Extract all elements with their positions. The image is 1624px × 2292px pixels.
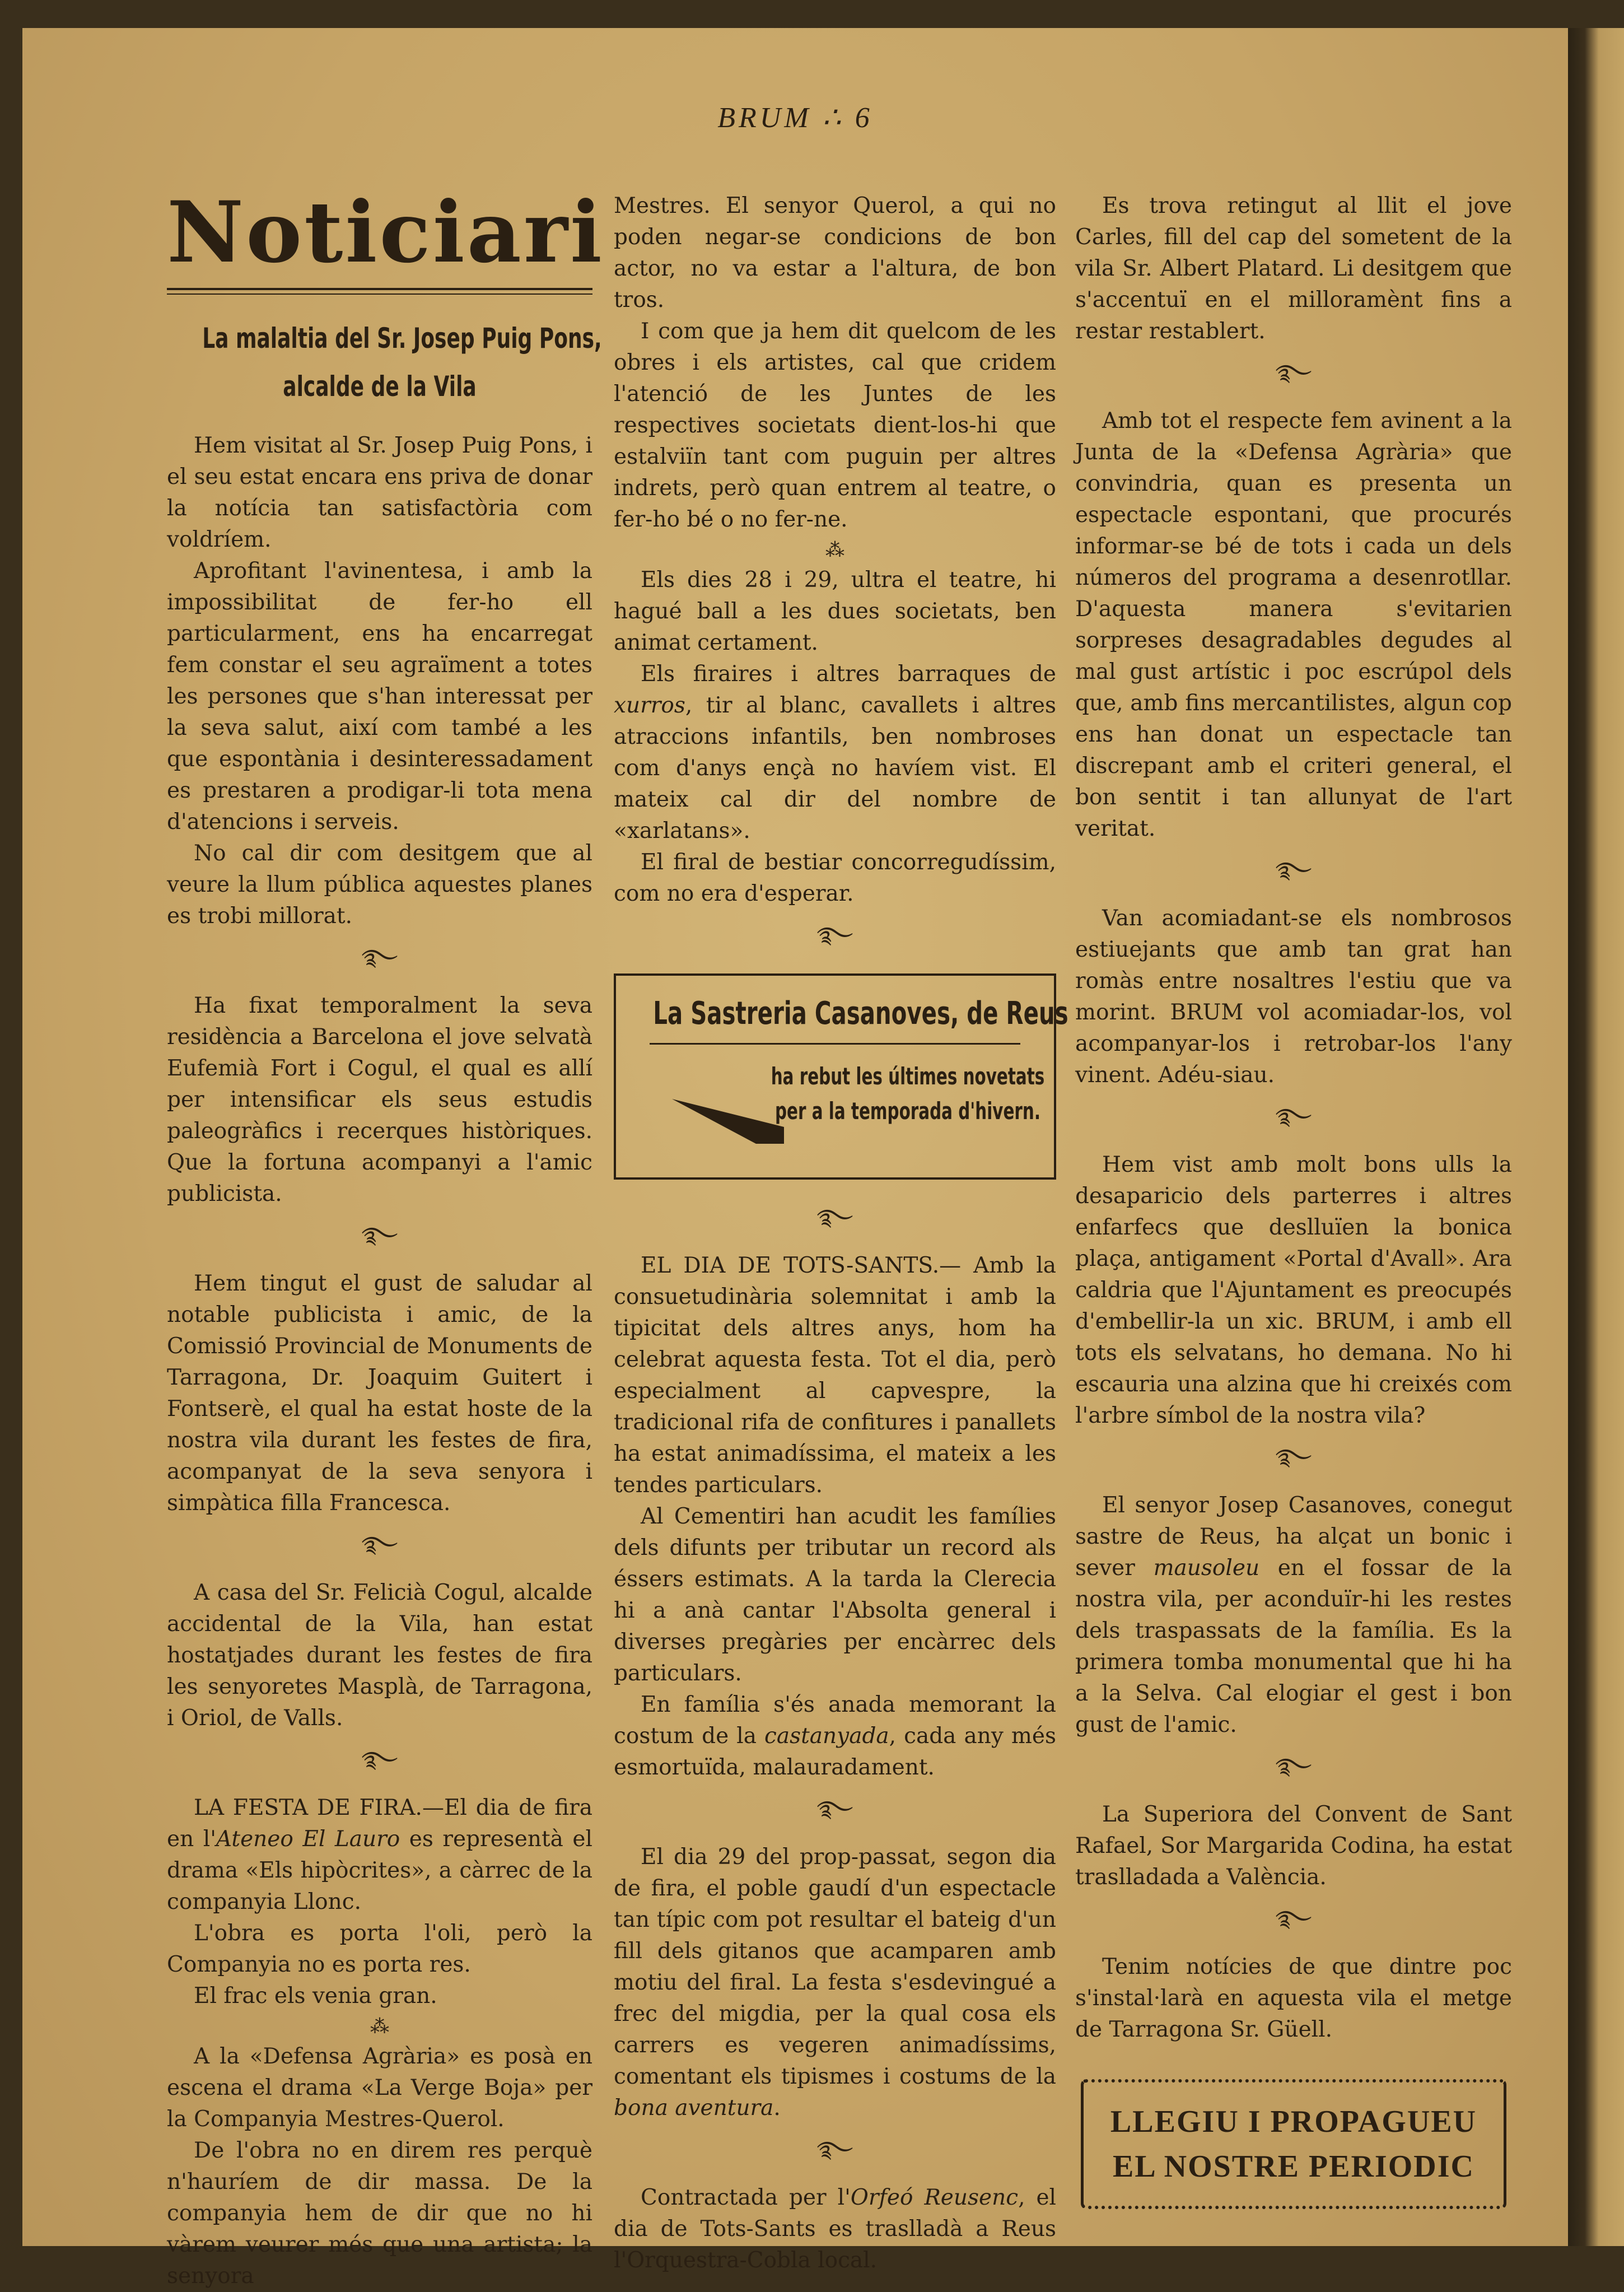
text-run: es representà el drama «Els hipòcrites», a càrrec de la companyia Llonc. [167,1827,592,1914]
italic-run: mausoleu [1153,1555,1260,1581]
ornament-icon: ࿐ [1275,1754,1312,1779]
text-run: Els firaires i altres barraques de [641,661,1056,687]
news-paragraph: Tenim notícies de que dintre poc s'instal·larà en aquesta vila el metge de Tarragona Sr. Güell. [1075,1954,1512,2042]
ornament-icon: ࿐ [1275,360,1312,386]
ornament-icon: ࿐ [816,1796,853,1822]
text-run: El senyor Josep Casanoves, conegut sastre de Reus, ha alçat un bonic i sever [1075,1493,1512,1581]
news-paragraph: Aprofitant l'avinentesa, i amb la impossibilitat de fer-ho ell particularment, ens ha encarregat fem constar el seu agraïment a totes les persones que s'han interessat per la seva salut, així com també a les que espontània i desinteressadament es prestaren a prodigar-li tota mena d'atencions i serveis. [167,558,592,835]
next-page-edge [1568,28,1624,2246]
ornament-icon: ࿐ [361,1223,398,1249]
text-run: en el fossar de la nostra vila, per aconduïr-hi les restes dels traspassats de la família. Es la primera tomba monumental que hi ha a la Selva. Cal elogiar el gest i bon gust de l'amic. [1075,1555,1512,1737]
italic-run: castanyada [764,1723,889,1749]
ornament-icon: ࿐ [361,1747,398,1773]
section-title: Noticiari [167,183,604,282]
ornament-icon: ࿐ [816,1205,853,1231]
advertisement-box [614,973,1068,1180]
news-paragraph: El frac els venia gran. [194,1983,437,2009]
news-paragraph: L'obra es porta l'oli, però la Companyia no es porta res. [167,1921,592,1977]
news-paragraph: A casa del Sr. Felicià Cogul, alcalde accidental de la Vila, han estat hostatjades durant les festes de fira les senyoretes Masplà, de Tarragona, i Oriol, de Valls. [167,1580,592,1731]
text-run: LA FESTA DE FIRA.—El dia de fira en l' [167,1795,592,1852]
news-paragraph: Van acomiadant-se els nombrosos estiuejants que amb tan grat han romàs entre nosaltres l'estiu que va morint. BRUM vol acomiadar-los, vol acompanyar-los i retrobar-los l'any vinent. Adéu-siau. [1075,906,1512,1088]
running-header: BRUM ∴ 6 [717,102,873,134]
news-paragraph: La Superiora del Convent de Sant Rafael, Sor Margarida Codina, ha estat traslladada a València. [1075,1802,1512,1890]
news-paragraph [167,1792,592,1918]
italic-run: Ateneo El Lauro [216,1827,400,1852]
ad-line-2: per a la temporada d'hivern. [774,1097,1041,1125]
text-run: , cada any més esmortuïda, malauradament. [614,1723,1056,1780]
news-paragraph: A la «Defensa Agrària» es posà en escena el drama «La Verge Boja» per la Companyia Mestres-Querol. [167,2044,592,2132]
headline-line-2: alcalde de la Vila [283,370,477,403]
news-paragraph: Ha fixat temporalment la seva residència a Barcelona el jove selvatà Eufemià Fort i Cogul, el qual es allí per intensificar els seus estudis paleogràfics i recerques històriques. Que la fortuna acompanyi a l'amic publicista. [167,993,592,1206]
news-paragraph: EL DIA DE TOTS-SANTS.— Amb la consuetudinària solemnitat i amb la tipicitat dels altres anys, hom ha celebrat aquesta festa. Tot el dia, però especialment al capvespre, la tradicional rifa de confitures i panallets ha estat animadíssima, el mateix a les tendes particulars. [614,1253,1056,1498]
news-paragraph: El firal de bestiar concorregudíssim, com no era d'esperar. [614,850,1056,906]
ad-line-1: ha rebut les últimes novetats [771,1063,1045,1090]
news-paragraph: I com que ja hem dit quelcom de les obres i els artistes, cal que cridem l'atenció de les Juntes de les respectives societats dient-los-hi que estalviïn tant com puguin per altres indrets, però quan entrem al teatre, o fer-ho bé o no fer-ne. [614,319,1056,532]
column-3 [1075,190,1512,2209]
ornament-icon: ࿐ [1275,858,1312,883]
ornament-icon: ࿐ [1275,1445,1312,1470]
text-run: En família s'és anada memorant la costum de la [614,1692,1056,1749]
text-run: El dia 29 del prop-passat, segon dia de fira, el poble gaudí d'un espectacle tan típic com pot resultar el bateig d'un fill dels gitanos que acamparen amb motiu del firal. La festa s'esdevingué a frec del migdia, per la qual cosa els carrers es vegeren animadíssims, comentant els tipismes i costums de la [614,1844,1056,2089]
promo-line-2: EL NOSTRE PERIODIC [1113,2149,1474,2184]
column-1 [167,183,604,2292]
promo-box [1081,2079,1506,2209]
news-paragraph: Es trova retingut al llit el jove Carles, fill del cap del sometent de la vila Sr. Albert Platard. Li desitgem que s'accentuï en el milloramènt fins a restar restablert. [1075,193,1512,344]
news-paragraph [614,659,1056,847]
news-paragraph: Els dies 28 i 29, ultra el teatre, hi hagué ball a les dues societats, ben animat certament. [614,567,1056,655]
news-paragraph: No cal dir com desitgem que al veure la llum pública aquestes planes es trobi millorat. [167,841,592,929]
ornament-icon: ࿐ [816,923,853,948]
news-paragraph: Hem tingut el gust de saludar al notable publicista i amic, de la Comissió Provincial de Monuments de Tarragona, Dr. Joaquim Guitert i Fontserè, el qual ha estat hoste de la nostra vila durant les festes de fira, acompanyat de la seva senyora i simpàtica filla Francesca. [167,1271,592,1516]
italic-run: Orfeó Reusenc [850,2185,1019,2210]
ad-title: La Sastreria Casanoves, de Reus [653,995,1068,1032]
news-paragraph: Hem vist amb molt bons ulls la desaparicio dels parterres i altres enfarfecs que deslluïen la bonica plaça, antigament «Portal d'Avall». Ara caldria que l'Ajuntament es preocupés d'embellir-la un xic. BRUM, i amb ell tots els selvatans, ho demana. No hi escauria una alzina que hi creixés com l'arbre símbol de la nostra vila? [1075,1152,1512,1428]
news-paragraph [1075,1490,1512,1741]
news-paragraph [614,1842,1056,2124]
news-paragraph [614,2182,1056,2276]
ornament-icon: ࿐ [816,2137,853,2163]
news-paragraph: De l'obra no en direm res perquè n'hauríem de dir massa. De la companyia hem de dir que no hi vàrem veurer més que una artista; la senyora [167,2138,592,2289]
title-rule [167,288,592,295]
ornament-icon: ࿐ [361,945,398,971]
news-paragraph [614,1689,1056,1783]
pointer-arrow-icon [672,1093,784,1144]
ornament-icon: ࿐ [1275,1906,1312,1932]
text-run: , tir al blanc, cavallets i altres atraccions infantils, ben nombroses com d'anys ençà no havíem vist. El mateix cal dir del nombre de «xarlatans». [614,693,1056,844]
ad-rule [650,1043,1020,1045]
news-paragraph: Hem visitat al Sr. Josep Puig Pons, i el seu estat encara ens priva de donar la notícia tan satisfactòria com voldríem. [167,433,592,552]
news-paragraph: Mestres. El senyor Querol, a qui no poden negar-se condicions de bon actor, no va estar a l'altura, de bon tros. [614,193,1056,313]
italic-run: xurros [614,693,685,718]
text-run: . [773,2095,781,2121]
italic-run: bona aventura [614,2095,774,2121]
headline-line-1: La malaltia del Sr. Josep Puig Pons, [202,322,602,355]
newspaper-page [22,28,1568,2289]
news-paragraph: Al Cementiri han acudit les famílies dels difunts per tributar un record als éssers estimats. A la tarda la Clerecia hi a anà cantar l'Absolta general i diverses pregàries per encàrrec dels particulars. [614,1504,1056,1686]
column-2 [614,190,1068,2276]
asterism-icon: ⁂ [370,2015,389,2038]
ornament-icon: ࿐ [361,1532,398,1558]
promo-line-1: LLEGIU I PROPAGUEU [1110,2104,1477,2139]
news-paragraph: Amb tot el respecte fem avinent a la Junta de la «Defensa Agrària» que convindria, quan es presenta un espectacle espontani, que procurés informar-se bé de tots i cada un dels números del programa a desenrotllar. D'aquesta manera s'evitarien sorpreses desagradables degudes al mal gust artístic i poc escrúpol dels que, amb fins mercantilistes, algun cop ens han donat un espectacle tan discrepant amb el criteri general, el bon sentit i tan allunyat de l'art veritat. [1075,408,1512,841]
text-run: , el dia de Tots-Sants es traslladà a Reus l'Orquestra-Cobla local. [614,2185,1056,2273]
text-run: Contractada per l' [641,2185,851,2210]
ornament-icon: ࿐ [1275,1104,1312,1130]
asterism-icon: ⁂ [825,539,844,561]
